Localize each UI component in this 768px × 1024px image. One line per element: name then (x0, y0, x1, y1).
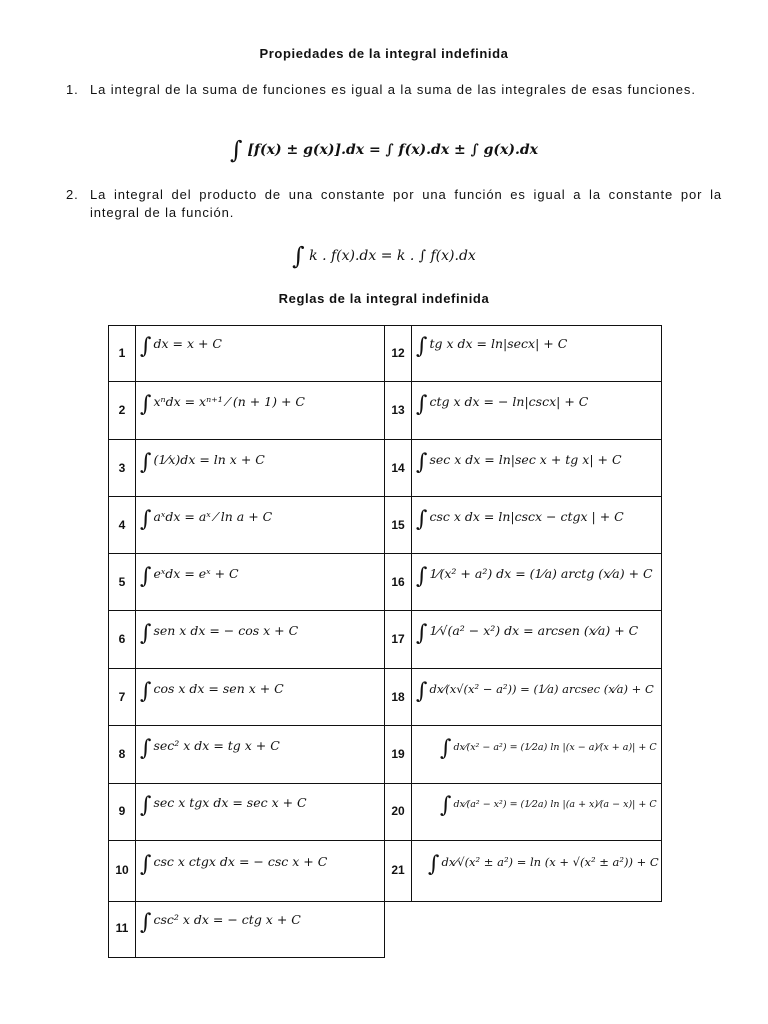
property-2-formula-text: k . f(x).dx = k . ∫ f(x).dx (309, 248, 476, 264)
rule-formula: ∫ eˣdx = eˣ + C (140, 564, 239, 589)
rule-formula: ∫ (1⁄x)dx = ln x + C (140, 450, 265, 475)
integral-sign: ∫ (416, 507, 428, 532)
rule-formula: ∫ sec x tgx dx = sec x + C (140, 793, 307, 818)
property-2-text: La integral del producto de una constante por una función es igual a la constante por la integral de la función. (90, 187, 722, 220)
rule-number: 20 (391, 804, 405, 818)
rule-formula: ∫ dx = x + C (140, 334, 222, 359)
property-2-number: 2. (66, 187, 79, 202)
rule-number: 3 (118, 461, 126, 475)
integral-sign: ∫ (416, 621, 428, 646)
rule-formula: ∫ ctg x dx = − ln|cscx| + C (416, 392, 589, 417)
rule-number: 7 (118, 690, 126, 704)
integral-sign: ∫ (292, 242, 305, 270)
integral-sign: ∫ (416, 450, 428, 475)
rule-number: 19 (391, 747, 405, 761)
rule-formula: ∫ sen x dx = − cos x + C (140, 621, 299, 646)
document-title: Propiedades de la integral indefinida (259, 46, 509, 61)
integral-sign: ∫ (416, 679, 428, 704)
rule-number: 18 (391, 690, 405, 704)
property-1-formula-text: [f(x) ± g(x)].dx = ∫ f(x).dx ± ∫ g(x).dx (247, 142, 539, 158)
rule-number: 21 (391, 863, 405, 877)
rule-number: 5 (118, 575, 126, 589)
property-1-text: La integral de la suma de funciones es igual a la suma de las integrales de esas funciones. (90, 82, 696, 97)
rule-number: 9 (118, 804, 126, 818)
integral-sign: ∫ (140, 793, 152, 818)
rule-number: 11 (115, 921, 129, 935)
integral-sign: ∫ (140, 334, 152, 359)
rule-formula: ∫ dx⁄(x√(x² − a²)) = (1⁄a) arcsec (x⁄a) + C (416, 679, 654, 704)
rule-number: 12 (391, 346, 405, 360)
rule-number: 8 (118, 747, 126, 761)
integral-sign: ∫ (416, 334, 428, 359)
integral-sign: ∫ (416, 564, 428, 589)
integral-sign: ∫ (428, 852, 440, 877)
rule-number: 16 (391, 575, 405, 589)
rule-formula: ∫ sec² x dx = tg x + C (140, 736, 280, 761)
integral-sign: ∫ (140, 450, 152, 475)
rule-formula: ∫ xⁿdx = xⁿ⁺¹ ⁄ (n + 1) + C (140, 392, 305, 417)
rule-number: 1 (118, 346, 126, 360)
integral-sign: ∫ (140, 910, 152, 935)
rule-number: 2 (118, 403, 126, 417)
rule-formula: ∫ 1⁄(x² + a²) dx = (1⁄a) arctg (x⁄a) + C (416, 564, 653, 589)
integral-sign: ∫ (140, 564, 152, 589)
property-1-number: 1. (66, 82, 79, 97)
rule-formula: ∫ sec x dx = ln|sec x + tg x| + C (416, 450, 622, 475)
rule-formula: ∫ csc x ctgx dx = − csc x + C (140, 852, 328, 877)
rule-number: 4 (118, 518, 126, 532)
rule-number: 6 (118, 632, 126, 646)
rule-formula: ∫ dx⁄√(x² ± a²) = ln (x + √(x² ± a²)) + C (428, 852, 659, 877)
rule-formula: ∫ aˣdx = aˣ ⁄ ln a + C (140, 507, 273, 532)
integral-sign: ∫ (140, 621, 152, 646)
rule-number: 10 (115, 863, 129, 877)
rule-formula: ∫ dx⁄(x² − a²) = (1⁄2a) ln |(x − a)⁄(x + a)| + C (440, 736, 657, 761)
integral-sign: ∫ (140, 736, 152, 761)
rules-title: Reglas de la integral indefinida (278, 291, 490, 306)
rule-formula: ∫ csc² x dx = − ctg x + C (140, 910, 301, 935)
integral-sign: ∫ (140, 679, 152, 704)
rule-formula: ∫ csc x dx = ln|cscx − ctgx | + C (416, 507, 624, 532)
rule-number: 15 (391, 518, 405, 532)
integral-sign: ∫ (140, 852, 152, 877)
rule-formula: ∫ tg x dx = ln|secx| + C (416, 334, 568, 359)
integral-sign: ∫ (440, 793, 452, 818)
integral-sign: ∫ (440, 736, 452, 761)
integral-sign: ∫ (140, 507, 152, 532)
rule-formula: ∫ dx⁄(a² − x²) = (1⁄2a) ln |(a + x)⁄(a − x)| + C (440, 793, 657, 818)
integral-sign: ∫ (140, 392, 152, 417)
rule-number: 14 (391, 461, 405, 475)
rule-number: 13 (391, 403, 405, 417)
rule-formula: ∫ 1⁄√(a² − x²) dx = arcsen (x⁄a) + C (416, 621, 639, 646)
rule-formula: ∫ cos x dx = sen x + C (140, 679, 284, 704)
rule-number: 17 (391, 632, 405, 646)
integral-sign: ∫ (229, 136, 243, 164)
integral-sign: ∫ (416, 392, 428, 417)
